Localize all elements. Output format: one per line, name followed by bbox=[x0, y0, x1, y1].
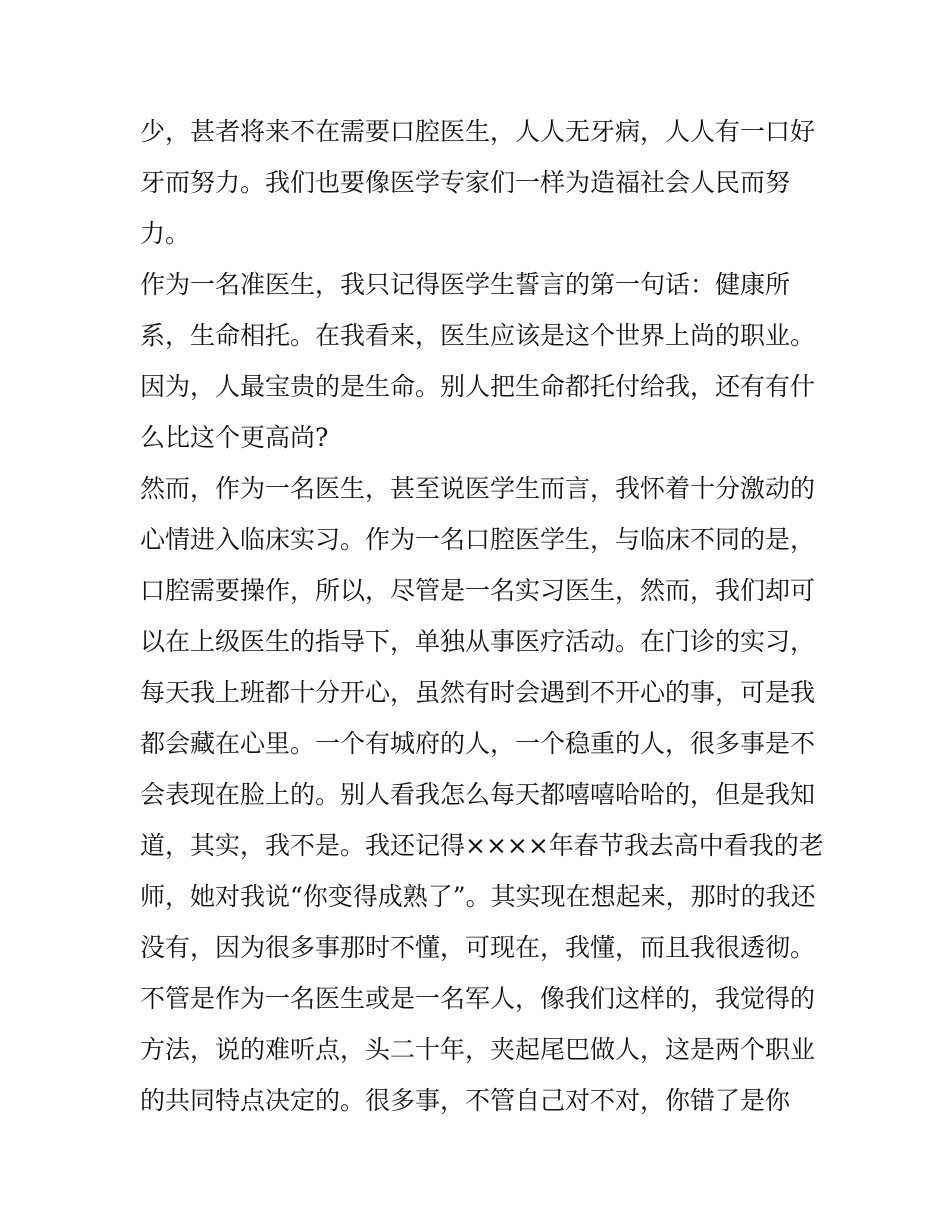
text-line: 系，生命相托。在我看来，医生应该是这个世界上尚的职业。 bbox=[140, 321, 816, 350]
text-line: 方法，说的难听点，头二十年，夹起尾巴做人，这是两个职业 bbox=[140, 1035, 816, 1064]
text-line: 都会藏在心里。一个有城府的人，一个稳重的人，很多事是不 bbox=[140, 729, 816, 758]
text-line: 然而，作为一名医生，甚至说医学生而言，我怀着十分激动的 bbox=[140, 474, 816, 503]
text-line: 每天我上班都十分开心，虽然有时会遇到不开心的事，可是我 bbox=[140, 678, 816, 707]
body-text bbox=[140, 106, 824, 1126]
text-line: 心情进入临床实习。作为一名口腔医学生，与临床不同的是， bbox=[140, 525, 816, 554]
text-line: 作为一名准医生，我只记得医学生誓言的第一句话：健康所 bbox=[140, 270, 791, 299]
text-line: 的共同特点决定的。很多事，不管自己对不对，你错了是你 bbox=[140, 1086, 791, 1115]
text-line: 口腔需要操作，所以，尽管是一名实习医生，然而，我们却可 bbox=[140, 576, 816, 605]
text-line: 以在上级医生的指导下，单独从事医疗活动。在门诊的实习， bbox=[140, 627, 816, 656]
text-line: 没有，因为很多事那时不懂，可现在，我懂，而且我很透彻。 bbox=[140, 933, 816, 962]
text-line: 师，她对我说“你变得成熟了”。其实现在想起来，那时的我还 bbox=[140, 882, 816, 911]
text-line: 会表现在脸上的。别人看我怎么每天都嘻嘻哈哈的，但是我知 bbox=[140, 780, 816, 809]
text-line: 牙而努力。我们也要像医学专家们一样为造福社会人民而努 bbox=[140, 168, 791, 197]
text-line: 不管是作为一名医生或是一名军人，像我们这样的，我觉得的 bbox=[140, 984, 816, 1013]
text-line: 少，甚者将来不在需要口腔医生，人人无牙病，人人有一口好 bbox=[140, 117, 816, 146]
text-line: 力。 bbox=[140, 219, 191, 248]
text-line: 因为，人最宝贵的是生命。别人把生命都托付给我，还有有什 bbox=[140, 372, 816, 401]
text-line: 么比这个更高尚? bbox=[140, 423, 329, 452]
text-line: 道，其实，我不是。我还记得××××年春节我去高中看我的老 bbox=[140, 831, 824, 860]
